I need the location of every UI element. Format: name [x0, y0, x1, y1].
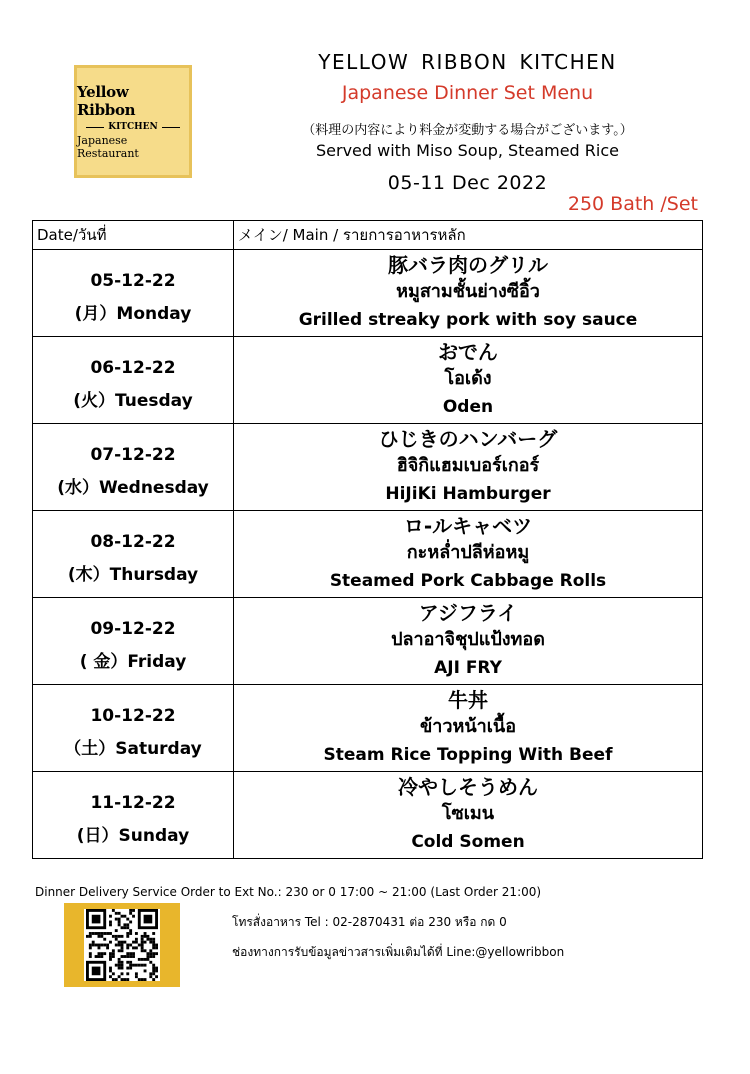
table-row [33, 250, 703, 337]
date-cell [33, 337, 234, 424]
dish-cell [234, 337, 703, 424]
menu-weekday: (火）Tuesday [73, 390, 193, 411]
dish-name-japanese: ひじきのハンバーグ [378, 427, 558, 451]
dish-name-thai: ข้าวหน้าเนื้อ [419, 716, 517, 737]
logo-kitchen [86, 122, 179, 132]
table-row [33, 424, 703, 511]
dish-cell [234, 250, 703, 337]
logo-rule-left [86, 127, 104, 128]
table-row [33, 337, 703, 424]
menu-weekday: ( 金）Friday [79, 651, 187, 672]
dish-name-english: Grilled streaky pork with soy sauce [298, 310, 638, 330]
menu-body [33, 250, 703, 859]
dish-name-thai: โซเมน [441, 803, 495, 824]
menu-table [32, 220, 703, 859]
table-header-row [33, 221, 703, 250]
set-price: 250 Bath /Set [567, 193, 698, 215]
dish-name-japanese: アジフライ [418, 601, 518, 625]
dish-name-english: HiJiKi Hamburger [385, 484, 551, 504]
menu-date: 07-12-22 [90, 444, 176, 465]
logo-tagline: Japanese Restaurant [77, 134, 139, 160]
menu-weekday: (月）Monday [74, 303, 192, 324]
menu-date: 08-12-22 [90, 531, 176, 552]
dish-name-japanese: 冷やしそうめん [398, 775, 538, 799]
logo-brand: Yellow Ribbon [77, 83, 136, 119]
dish-name-thai: หมูสามชั้นย่างซีอิ้ว [396, 281, 540, 302]
date-cell [33, 772, 234, 859]
menu-weekday: (木）Thursday [67, 564, 199, 585]
date-cell [33, 511, 234, 598]
dish-name-thai: โอเด้ง [444, 368, 492, 389]
table-row [33, 598, 703, 685]
menu-date: 11-12-22 [90, 792, 176, 813]
dish-cell [234, 424, 703, 511]
dish-name-thai: กะหล่ำปลีห่อหมู [406, 542, 530, 563]
served-with: Served with Miso Soup, Steamed Rice [316, 141, 619, 160]
qr-code-frame [64, 903, 180, 987]
price-note: （料理の内容により料金が変動する場合がございます。） [302, 123, 633, 138]
dish-name-japanese: 牛丼 [448, 688, 488, 712]
dish-cell [234, 511, 703, 598]
date-cell [33, 250, 234, 337]
table-row [33, 685, 703, 772]
dish-name-thai: ฮิจิกิแฮมเบอร์เกอร์ [396, 455, 540, 476]
date-cell [33, 598, 234, 685]
page-title: YELLOW RIBBON KITCHEN [318, 50, 617, 74]
logo-rule-right [162, 127, 180, 128]
menu-date: 10-12-22 [90, 705, 176, 726]
dish-name-japanese: 豚バラ肉のグリル [388, 253, 548, 277]
dish-name-japanese: ロ-ルキャベツ [403, 514, 533, 538]
dish-name-thai: ปลาอาจิชุปแป้งทอด [391, 629, 545, 650]
column-header-main: メイン/ Main / รายการอาหารหลัก [234, 221, 703, 250]
date-cell [33, 424, 234, 511]
table-row [33, 511, 703, 598]
dish-name-english: Steam Rice Topping With Beef [323, 745, 613, 765]
qr-code-icon[interactable] [84, 909, 160, 981]
menu-weekday: (水）Wednesday [57, 477, 209, 498]
menu-weekday: （土）Saturday [64, 738, 202, 759]
dish-name-english: Oden [442, 397, 494, 417]
dish-name-english: Cold Somen [411, 832, 525, 852]
menu-date: 06-12-22 [90, 357, 176, 378]
line-contact: ช่องทางการรับข้อมูลข่าวสารเพิ่มเติมได้ที่ Line:@yellowribbon [232, 945, 565, 959]
column-header-date: Date/วันที่ [33, 221, 234, 250]
dish-name-japanese: おでん [438, 340, 498, 364]
menu-date: 05-12-22 [90, 270, 176, 291]
tel-info: โทรสั่งอาหาร Tel : 02-2870431 ต่อ 230 หรือ กด 0 [232, 915, 507, 929]
date-cell [33, 685, 234, 772]
logo-kitchen-text: KITCHEN [108, 122, 158, 132]
date-range: 05-11 Dec 2022 [387, 172, 548, 194]
dish-name-english: AJI FRY [434, 658, 502, 678]
menu-subtitle: Japanese Dinner Set Menu [341, 82, 594, 104]
restaurant-logo [74, 65, 192, 178]
delivery-info: Dinner Delivery Service Order to Ext No.: 230 or 0 17:00 ~ 21:00 (Last Order 21:00) [35, 885, 542, 899]
dish-cell [234, 598, 703, 685]
table-row [33, 772, 703, 859]
dish-name-english: Steamed Pork Cabbage Rolls [329, 571, 607, 591]
dish-cell [234, 685, 703, 772]
menu-date: 09-12-22 [90, 618, 176, 639]
menu-weekday: (日）Sunday [76, 825, 190, 846]
dish-cell [234, 772, 703, 859]
